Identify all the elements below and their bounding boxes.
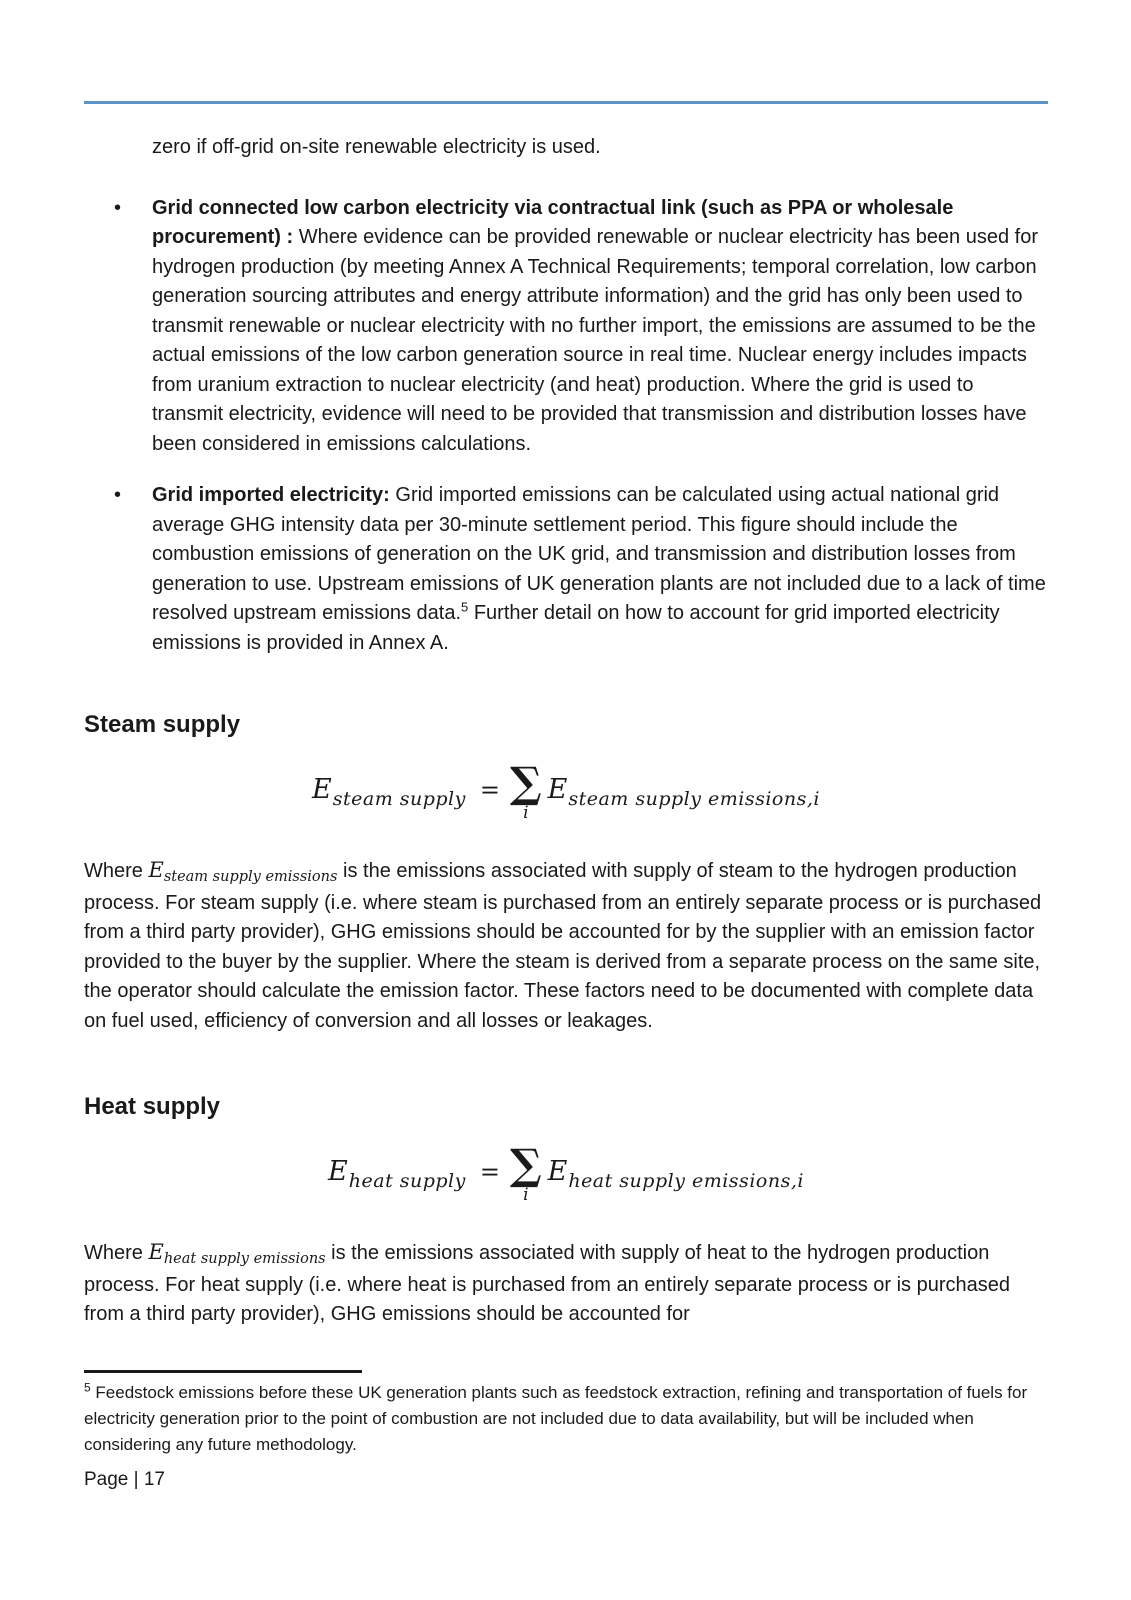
math-variable: E xyxy=(547,1155,568,1187)
equation-rhs xyxy=(548,1157,804,1190)
math-subscript: steam supply xyxy=(332,787,466,810)
math-subscript: heat supply emissions xyxy=(163,1251,326,1267)
math-variable: E xyxy=(328,1155,348,1187)
bullet-grid-connected xyxy=(152,194,1048,460)
header-rule xyxy=(84,101,1048,104)
heat-supply-equation xyxy=(84,1134,1048,1212)
summation-symbol xyxy=(509,1140,542,1205)
sigma-icon: ∑ xyxy=(509,1140,542,1189)
paragraph-text: is the emissions associated with supply of steam to the hydrogen production process. For steam supply (i.e. where steam is purchased from an entirely separate process or is purchased from a third party provider), GHG emissions should be accounted for by the supplier with an emission factor provided to the buyer by the supplier. Where the steam is derived from a separate process on the same site, the operator should calculate the emission factor. These factors need to be documented with complete data on fuel used, efficiency of conversion and all losses or leakages. xyxy=(84,860,1042,1032)
bullet-body-text-after-ref: Further detail on how to account for grid imported electricity emissions is provided in Annex A. xyxy=(152,602,1000,654)
math-subscript: heat supply xyxy=(348,1169,466,1192)
equation-lhs xyxy=(328,1157,466,1190)
paragraph-text: Where xyxy=(84,1242,149,1264)
summation-index: i xyxy=(523,803,529,823)
equals-sign: = xyxy=(479,1158,500,1187)
math-variable: E xyxy=(148,858,164,882)
summation-symbol xyxy=(509,758,542,823)
inline-math xyxy=(148,1240,326,1267)
bullet-body-text: Where evidence can be provided renewable or nuclear electricity has been used for hydrogen production (by meeting Annex A Technical Requirements; temporal correlation, low carbon generation sourcing attributes and energy attribute information) and the grid has only been used to transmit renewable or nuclear electricity with no further import, the emissions are assumed to be the actual emissions of the low carbon generation source in real time. Nuclear energy includes impacts from uranium extraction to nuclear electricity (and heat) production. Where the grid is used to transmit electricity, evidence will need to be provided that transmission and distribution losses have been considered in emissions calculations. xyxy=(152,226,1039,455)
equation-rhs xyxy=(548,775,820,808)
paragraph-text: is the emissions associated with supply of heat to the hydrogen production process. For heat supply (i.e. where heat is purchased from an entirely separate process or is purchased from a third party provider), GHG emissions should be accounted for xyxy=(84,1242,1011,1325)
math-subscript: steam supply emissions xyxy=(163,869,338,885)
page-number: Page | 17 xyxy=(84,1468,166,1490)
heat-supply-paragraph xyxy=(84,1238,1048,1330)
continuation-line: zero if off-grid on-site renewable electricity is used. xyxy=(152,136,601,158)
math-variable: E xyxy=(312,773,332,805)
footnote-separator xyxy=(84,1370,362,1373)
math-variable: E xyxy=(148,1240,164,1264)
bullet-body-text: Grid imported emissions can be calculated using actual national grid average GHG intensity data per 30-minute settlement period. This figure should include the combustion emissions of generation on the UK grid, and transmission and distribution losses from generation to use. Upstream emissions of UK generation plants are not included due to a lack of time resolved upstream emissions data. xyxy=(152,484,1046,624)
steam-supply-paragraph xyxy=(84,856,1048,1036)
paragraph-text: Where xyxy=(84,860,149,882)
equals-sign: = xyxy=(479,776,500,805)
summation-index: i xyxy=(523,1185,529,1205)
math-variable: E xyxy=(547,773,568,805)
footnote-5 xyxy=(84,1380,1048,1458)
steam-supply-heading: Steam supply xyxy=(84,711,241,738)
math-subscript: heat supply emissions,i xyxy=(568,1169,804,1192)
bullet-list xyxy=(84,194,1048,659)
equation-lhs xyxy=(312,775,466,808)
footnote-reference-5: 5 xyxy=(461,599,469,615)
math-subscript: steam supply emissions,i xyxy=(568,787,820,810)
footnote-text: Feedstock emissions before these UK generation plants such as feedstock extraction, refining and transportation of fuels for electricity generation prior to the point of combustion are not included due to data availability, but will be included when considering any future methodology. xyxy=(84,1382,1028,1454)
sigma-icon: ∑ xyxy=(509,758,542,807)
footnote-marker: 5 xyxy=(84,1379,91,1394)
steam-supply-equation xyxy=(84,752,1048,830)
heat-supply-heading: Heat supply xyxy=(84,1093,221,1120)
bullet-grid-imported xyxy=(152,481,1048,658)
inline-math xyxy=(148,858,338,885)
bullet-bold-lead: Grid connected low carbon electricity via contractual link (such as PPA or wholesale procurement) : xyxy=(152,196,954,248)
bullet-bold-lead: Grid imported electricity: xyxy=(152,484,396,506)
